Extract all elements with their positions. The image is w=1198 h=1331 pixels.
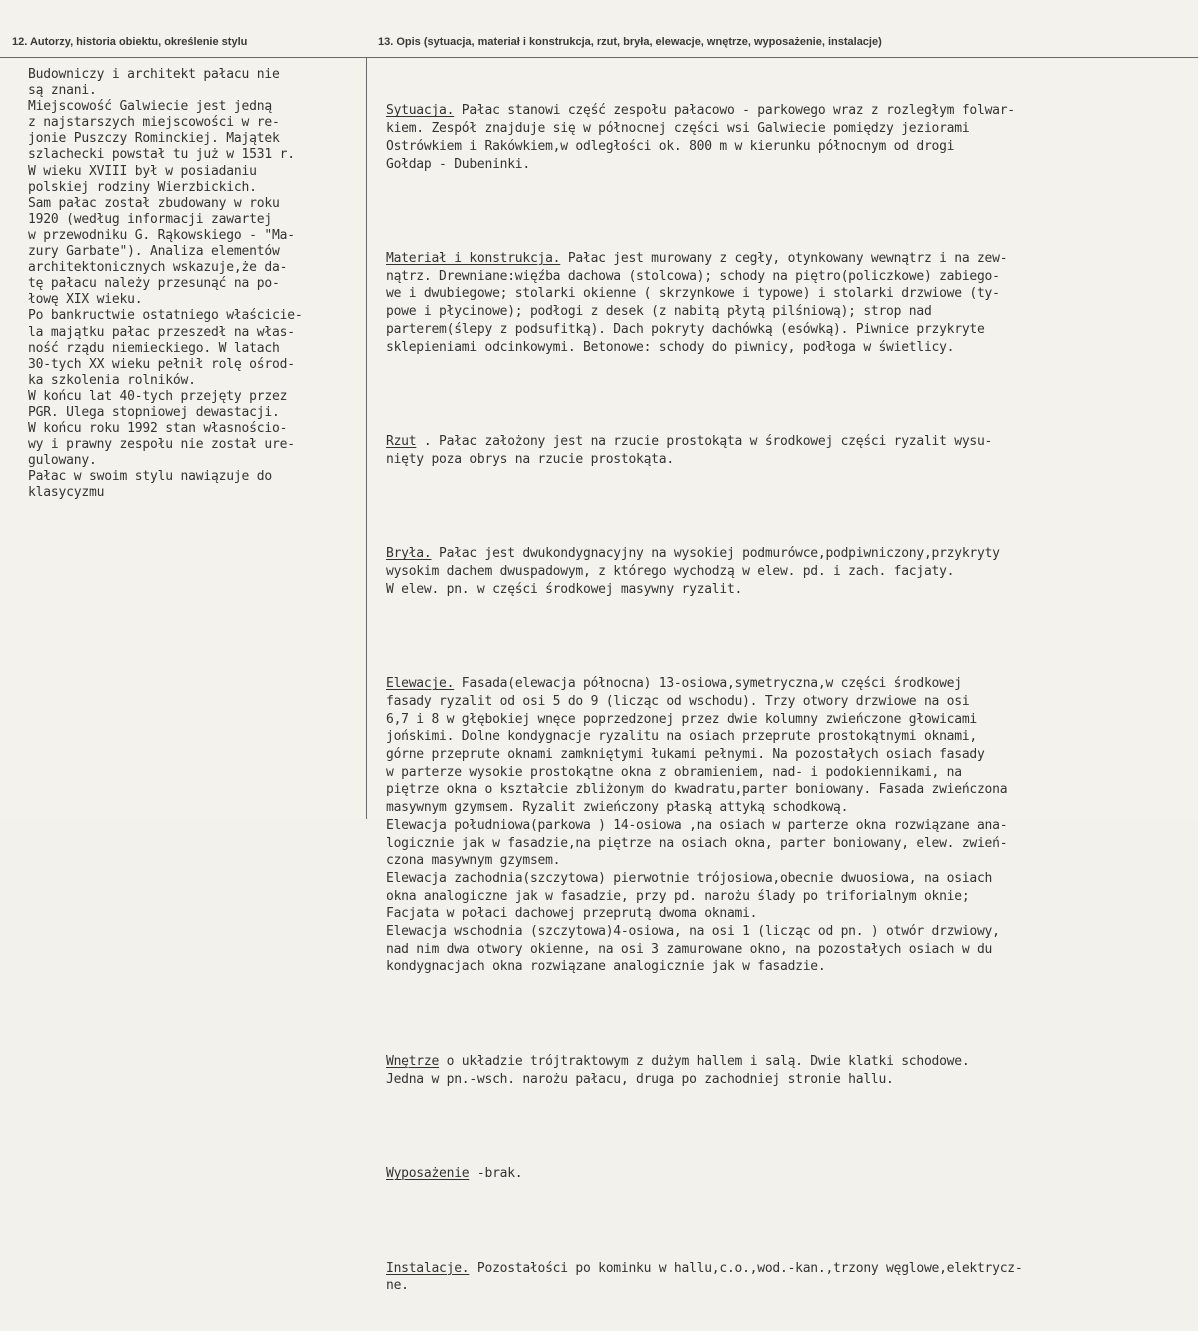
history-line: Sam pałac został zbudowany w roku <box>28 195 280 211</box>
section-text: w parterze wysokie prostokątne okna z obramieniem, nad- i podokiennikami, na <box>386 764 962 780</box>
history-line: W wieku XVIII był w posiadaniu <box>28 163 257 179</box>
section-text: W elew. pn. w części środkowej masywny ryzalit. <box>386 581 743 597</box>
description-line <box>386 835 1022 853</box>
section-label: Elewacje. <box>386 676 455 692</box>
description-line <box>386 799 1022 817</box>
description-line <box>386 268 1022 286</box>
description-line <box>386 693 1022 711</box>
section-elewacje <box>386 675 1022 976</box>
history-line: ka szkolenia rolników. <box>28 372 196 388</box>
description-line <box>386 711 1022 729</box>
section-label: Wyposażenie <box>386 1166 470 1182</box>
section-text: kiem. Zespół znajduje się w północnej części wsi Galwiecie pomiędzy jeziorami <box>386 121 970 137</box>
section-text: górne przeprute oknami zamkniętymi łukami pełnymi. Na pozostałych osiach fasady <box>386 747 985 763</box>
section-text: o układzie trójtraktowym z dużym hallem i salą. Dwie klatki schodowe. <box>439 1053 970 1069</box>
section-text: logicznie jak w fasadzie,na piętrze na osiach okna, parter boniowany, elew. zwień- <box>386 835 1008 851</box>
description-line <box>386 1165 1022 1183</box>
description-line <box>386 451 1022 469</box>
section-text: Pozostałości po kominku w hallu,c.o.,wod.-kan.,trzony węglowe,elektrycz- <box>469 1260 1023 1276</box>
section-material <box>386 250 1022 356</box>
section-text: piętrze okna o kształcie zbliżonym do kwadratu,parter boniowany. Fasada zwieńczona <box>386 782 1008 798</box>
section-text: Pałac jest dwukondygnacyjny na wysokiej podmurówce,podpiwniczony,przykryty <box>431 546 1000 562</box>
description-line <box>386 1071 1022 1089</box>
section-text: Elewacja południowa(parkowa ) 14-osiowa ,na osiach w parterze okna rozwiązane ana- <box>386 817 1008 833</box>
header-divider <box>0 57 1198 58</box>
section-text: 6,7 i 8 w głębokiej wnęce poprzedzonej przez dwie kolumny zwieńczone głowicami <box>386 711 977 727</box>
description-line <box>386 764 1022 782</box>
history-line: z najstarszych miejscowości w re- <box>28 115 280 131</box>
section-text: we i dwubiegowe; stolarki okienne ( skrzynkowe i typowe) i stolarki drzwiowe (ty- <box>386 286 1000 302</box>
description-line <box>386 250 1022 268</box>
history-line: la majątku pałac przeszedł na włas- <box>28 324 295 340</box>
description-line <box>386 581 1022 599</box>
description-line <box>386 817 1022 835</box>
history-line: Po bankructwie ostatniego właścicie- <box>28 308 303 324</box>
section-text: nątrz. Drewniane:więźba dachowa (stolcowa); schody na piętro(policzkowe) zabiego- <box>386 268 1000 284</box>
description-line <box>386 781 1022 799</box>
description-line <box>386 285 1022 303</box>
history-line: w przewodniku G. Rąkowskiego - "Ma- <box>28 227 295 243</box>
history-text <box>28 67 303 502</box>
description-line <box>386 120 1022 138</box>
description-line <box>386 138 1022 156</box>
description-line <box>386 339 1022 357</box>
description-line <box>386 1260 1022 1278</box>
history-line: jonie Puszczy Rominckiej. Majątek <box>28 131 280 147</box>
section-label: Rzut <box>386 434 417 450</box>
description-line <box>386 941 1022 959</box>
description-line <box>386 102 1022 120</box>
section-text: Ostrówkiem i Rakówkiem,w odległości ok. 800 m w kierunku północnym od drogi <box>386 138 955 154</box>
description-text <box>386 67 1022 1331</box>
section-label: Materiał i konstrukcja. <box>386 251 561 267</box>
section-text: powe i płycinowe); podłogi z desek (z nabitą płytą pilśniową); strop nad <box>386 304 932 320</box>
section-text: Elewacja zachodnia(szczytowa) pierwotnie trójosiowa,obecnie dwuosiowa, na osiach <box>386 870 993 886</box>
section-instalacje <box>386 1260 1022 1295</box>
history-line: W końcu roku 1992 stan własnościo- <box>28 421 288 437</box>
section-text: parterem(ślepy z podsufitką). Dach pokryty dachówką (esówką). Piwnice przykryte <box>386 321 985 337</box>
history-line: Miejscowość Galwiecie jest jedną <box>28 99 273 115</box>
section-label: Wnętrze <box>386 1053 440 1069</box>
section-text: nięty poza obrys na rzucie prostokąta. <box>386 451 674 467</box>
section-label: Sytuacja. <box>386 103 455 119</box>
section-text: -brak. <box>469 1166 523 1182</box>
description-line <box>386 923 1022 941</box>
section-text: nad nim dwa otwory okienne, na osi 3 zamurowane okno, na pozostałych osiach w du <box>386 941 993 957</box>
history-line: klasycyzmu <box>28 485 105 501</box>
section-text: ne. <box>386 1278 409 1294</box>
history-line: są znani. <box>28 83 97 99</box>
section-text: Pałac jest murowany z cegły, otynkowany wewnątrz i na zew- <box>560 251 1008 267</box>
history-line: ność rządu niemieckiego. W latach <box>28 340 280 356</box>
history-line: W końcu lat 40-tych przejęty przez <box>28 388 288 404</box>
section-text: czona masywnym gzymsem. <box>386 853 561 869</box>
section-text: Jedna w pn.-wsch. narożu pałacu, druga po zachodniej stronie hallu. <box>386 1071 894 1087</box>
description-line <box>386 545 1022 563</box>
history-line: polskiej rodziny Wierzbickich. <box>28 179 257 195</box>
section-text: . Pałac założony jest na rzucie prostokąta w środkowej części ryzalit wysu- <box>416 434 993 450</box>
description-line <box>386 728 1022 746</box>
section-label: Instalacje. <box>386 1260 470 1276</box>
description-line <box>386 888 1022 906</box>
section-12-header: 12. Autorzy, historia obiektu, określenie stylu <box>12 36 248 48</box>
section-text: Fasada(elewacja północna) 13-osiowa,symetryczna,w części środkowej <box>454 676 962 692</box>
section-text: kondygnacjach okna rozwiązane analogicznie jak w fasadzie. <box>386 959 826 975</box>
history-line: PGR. Ulega stopniowej dewastacji. <box>28 404 280 420</box>
section-text: Elewacja wschodnia (szczytowa)4-osiowa, na osi 1 (licząc od pn. ) otwór drzwiowy, <box>386 924 1000 940</box>
section-sytuacja <box>386 102 1022 173</box>
section-13-header: 13. Opis (sytuacja, materiał i konstrukcja, rzut, bryła, elewacje, wnętrze, wyposażenie, instalacje) <box>378 36 882 48</box>
description-line <box>386 675 1022 693</box>
history-line: gulowany. <box>28 453 97 469</box>
section-text: wysokim dachem dwuspadowym, z którego wychodzą w elew. pd. i zach. facjaty. <box>386 563 955 579</box>
description-line <box>386 958 1022 976</box>
history-line: łowę XIX wieku. <box>28 292 143 308</box>
section-text: Facjata w połaci dachowej przeprutą dwoma oknami. <box>386 906 758 922</box>
description-line <box>386 1053 1022 1071</box>
section-wnetrze <box>386 1053 1022 1088</box>
description-line <box>386 1277 1022 1295</box>
description-line <box>386 746 1022 764</box>
description-line <box>386 156 1022 174</box>
section-text: Pałac stanowi część zespołu pałacowo - parkowego wraz z rozległym folwar- <box>454 103 1015 119</box>
section-wyposazenie <box>386 1165 1022 1183</box>
section-bryla <box>386 545 1022 598</box>
history-line: wy i prawny zespołu nie został ure- <box>28 437 295 453</box>
section-rzut <box>386 433 1022 468</box>
history-line: architektonicznych wskazuje,że da- <box>28 260 288 276</box>
section-text: fasady ryzalit od osi 5 do 9 (licząc od wschodu). Trzy otwory drzwiowe na osi <box>386 693 970 709</box>
history-line: 30-tych XX wieku pełnił rolę ośrod- <box>28 356 295 372</box>
section-text: sklepieniami odcinkowymi. Betonowe: schody do piwnicy, podłoga w świetlicy. <box>386 339 955 355</box>
history-line: 1920 (według informacji zawartej <box>28 211 273 227</box>
section-text: Gołdap - Dubeninki. <box>386 156 530 172</box>
description-line <box>386 433 1022 451</box>
history-line: Budowniczy i architekt pałacu nie <box>28 67 280 82</box>
history-line: tę pałacu należy przesunąć na po- <box>28 276 280 292</box>
description-line <box>386 905 1022 923</box>
column-divider <box>366 57 367 819</box>
description-line <box>386 852 1022 870</box>
section-text: jońskimi. Dolne kondygnacje ryzalitu na osiach przeprute prostokątnymi oknami, <box>386 729 977 745</box>
section-text: masywnym gzymsem. Ryzalit zwieńczony płaską attyką schodkową. <box>386 800 849 816</box>
section-text: okna analogiczne jak w fasadzie, przy pd. narożu ślady po triforialnym oknie; <box>386 888 970 904</box>
history-line: Pałac w swoim stylu nawiązuje do <box>28 469 273 485</box>
section-label: Bryła. <box>386 546 432 562</box>
history-line: szlachecki powstał tu już w 1531 r. <box>28 147 295 163</box>
description-line <box>386 870 1022 888</box>
description-line <box>386 321 1022 339</box>
history-line: zury Garbate"). Analiza elementów <box>28 244 280 260</box>
description-line <box>386 303 1022 321</box>
description-line <box>386 563 1022 581</box>
